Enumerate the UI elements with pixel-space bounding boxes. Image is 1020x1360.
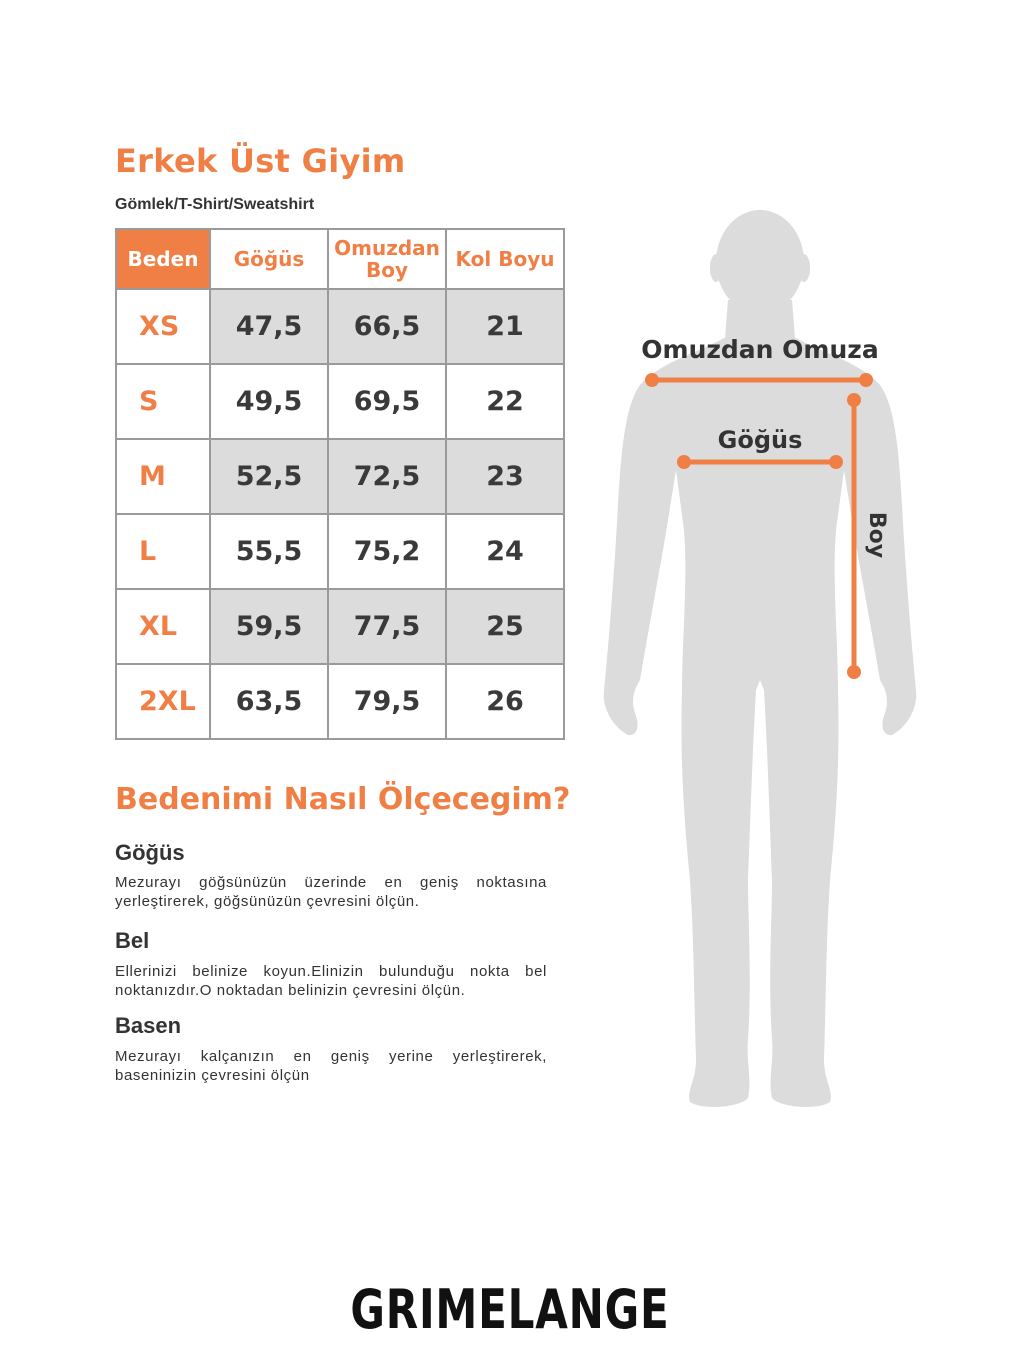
section-text-bel: Ellerinizi belinize koyun.Elinizin bulunduğu nokta bel noktanızdır.O noktadan belinizin çevresini ölçün. xyxy=(115,963,547,999)
column-header-gogus: Göğüs xyxy=(210,229,328,289)
boy-cell: 75,2 xyxy=(328,514,446,589)
table-row xyxy=(116,589,564,664)
boy-cell: 66,5 xyxy=(328,289,446,364)
section-heading-bel: Bel xyxy=(115,928,150,953)
size-cell: S xyxy=(116,364,210,439)
page-subtitle: Gömlek/T-Shirt/Sweatshirt xyxy=(115,196,315,213)
size-cell: 2XL xyxy=(116,664,210,739)
boy-cell: 79,5 xyxy=(328,664,446,739)
table-row xyxy=(116,364,564,439)
size-cell: M xyxy=(116,439,210,514)
kol-cell: 25 xyxy=(446,589,564,664)
page-title: Erkek Üst Giyim xyxy=(115,142,406,180)
size-cell: L xyxy=(116,514,210,589)
gogus-cell: 52,5 xyxy=(210,439,328,514)
section-text-gogus: Mezurayı göğsünüzün üzerinde en geniş noktasına yerleştirerek, göğsünüzün çevresini ölçün. xyxy=(115,874,547,910)
size-cell: XL xyxy=(116,589,210,664)
table-row xyxy=(116,514,564,589)
body-measurement-figure xyxy=(590,200,930,1120)
gogus-cell: 55,5 xyxy=(210,514,328,589)
table-row xyxy=(116,439,564,514)
gogus-cell: 63,5 xyxy=(210,664,328,739)
kol-cell: 23 xyxy=(446,439,564,514)
gogus-cell: 49,5 xyxy=(210,364,328,439)
kol-cell: 21 xyxy=(446,289,564,364)
gogus-cell: 59,5 xyxy=(210,589,328,664)
chest-label: Göğüs xyxy=(717,426,803,454)
column-header-beden: Beden xyxy=(116,229,210,289)
boy-cell: 77,5 xyxy=(328,589,446,664)
kol-cell: 22 xyxy=(446,364,564,439)
measure-guide-title: Bedenimi Nasıl Ölçecegim? xyxy=(115,782,571,817)
boy-cell: 72,5 xyxy=(328,439,446,514)
shoulder-label: Omuzdan Omuza xyxy=(641,335,879,364)
gogus-cell: 47,5 xyxy=(210,289,328,364)
section-heading-gogus: Göğüs xyxy=(115,840,185,865)
table-header-row xyxy=(116,229,564,289)
column-header-kol-boyu: Kol Boyu xyxy=(446,229,564,289)
length-label: Boy xyxy=(864,511,889,559)
section-text-basen: Mezurayı kalçanızın en geniş yerine yerleştirerek, baseninizin çevresini ölçün xyxy=(115,1048,547,1084)
column-header-omuzdan-boy xyxy=(328,229,446,289)
table-row xyxy=(116,289,564,364)
kol-cell: 24 xyxy=(446,514,564,589)
kol-cell: 26 xyxy=(446,664,564,739)
head-shape xyxy=(716,210,804,314)
column-header-omuzdan-boy-label: Omuzdan Boy xyxy=(334,236,440,282)
size-table xyxy=(115,228,565,740)
table-row xyxy=(116,664,564,739)
section-heading-basen: Basen xyxy=(115,1013,182,1038)
size-cell: XS xyxy=(116,289,210,364)
brand-logo: GRIMELANGE xyxy=(350,1278,670,1341)
boy-cell: 69,5 xyxy=(328,364,446,439)
